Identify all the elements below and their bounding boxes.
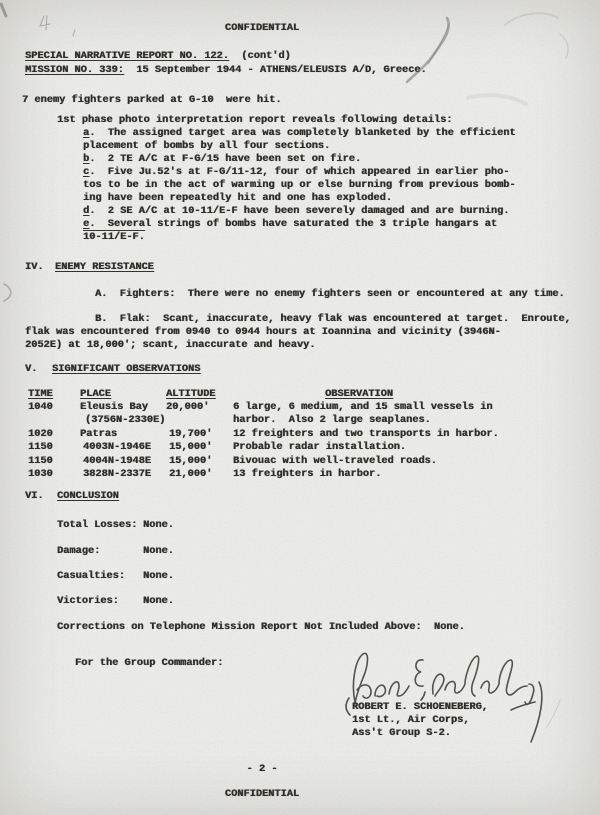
flak-paragraph-line1: B. Flak: Scant, inaccurate, heavy flak was encountered at target. Enroute, — [95, 313, 571, 325]
report-contd: (cont'd) — [228, 50, 291, 62]
corrections-line: Corrections on Telephone Mission Report Not Included Above: None. — [57, 621, 465, 633]
signer-name: ROBERT E. SCHOENEBERG, — [352, 701, 488, 713]
item-letter: d — [83, 205, 90, 217]
cell-altitude: 21,000' — [169, 468, 213, 480]
cell-place: 4003N-1946E — [83, 441, 151, 453]
conclusion-label: Victories: — [57, 595, 119, 607]
conclusion-value: None. — [143, 570, 174, 582]
cell-time: 1040 — [28, 401, 53, 413]
col-header-time: TIME — [28, 388, 53, 400]
item-sep: . — [89, 205, 108, 217]
flak-paragraph-line2: flak was encountered from 0940 to 0944 hours at Ioannina and vicinity (3946N- — [25, 326, 501, 338]
cell-observation: 12 freighters and two transports in harbor. — [233, 428, 499, 440]
cell-place-coords: (3756N-2330E) — [85, 414, 166, 426]
item-sep: . — [89, 127, 108, 139]
classification-bottom: CONFIDENTIAL — [224, 788, 300, 800]
fighters-paragraph: A. Fighters: There were no enemy fighters seen or encountered at any time. — [95, 288, 565, 300]
item-letter: a — [83, 127, 90, 139]
item-letter: e — [83, 218, 90, 230]
signer-rank: 1st Lt., Air Corps, — [352, 714, 470, 726]
mission-number: MISSION NO. 339: — [25, 64, 124, 76]
flak-paragraph-line3: 2052E) at 18,000'; scant, inaccurate and heavy. — [25, 339, 316, 351]
mission-date-target: 15 September 1944 - ATHENS/ELEUSIS A/D, Greece. — [123, 64, 427, 76]
cell-time: 1150 — [28, 455, 53, 467]
cell-observation: 13 freighters in harbor. — [233, 468, 382, 480]
item-sep: . — [89, 166, 108, 178]
conclusion-value: None. — [143, 519, 174, 531]
section-v-number: V. — [25, 363, 38, 375]
photo-item-a — [83, 127, 516, 140]
photo-item-c — [83, 166, 509, 179]
cell-altitude: 20,000' — [166, 401, 210, 413]
photo-item-a-cont: placement of bombs by all four sections. — [83, 140, 331, 152]
item-sep: . — [89, 153, 108, 165]
cell-observation: 6 large, 6 medium, and 15 small vessels in — [233, 401, 493, 413]
cell-observation: Bivouac with well-traveled roads. — [233, 455, 437, 467]
cell-altitude: 15,000' — [169, 441, 213, 453]
cell-place: Eleusis Bay — [80, 401, 148, 413]
section-iv-title: ENEMY RESISTANCE — [55, 261, 154, 273]
cell-observation: Probable radar installation. — [233, 441, 407, 453]
item-letter: b — [83, 153, 90, 165]
classification-top: CONFIDENTIAL — [224, 22, 300, 34]
photo-report-lead: 1st phase photo interpretation report reveals following details: — [57, 114, 453, 126]
photo-item-e — [83, 218, 497, 231]
item-sep: . — [89, 218, 108, 230]
col-header-place: PLACE — [80, 388, 111, 400]
photo-item-e-cont: 10-11/E-F. — [83, 231, 145, 243]
for-group-commander: For the Group Commander: — [75, 657, 224, 669]
photo-item-b — [83, 153, 361, 166]
cell-time: 1150 — [28, 441, 53, 453]
mission-line — [25, 64, 427, 77]
photo-item-d — [83, 205, 509, 218]
cell-place: 3828N-2337E — [83, 468, 151, 480]
col-header-altitude: ALTITUDE — [166, 388, 216, 400]
cell-altitude: 15,000' — [169, 455, 213, 467]
col-header-observation: OBSERVATION — [325, 388, 393, 400]
conclusion-label: Damage: — [57, 545, 101, 557]
item-text: 2 SE A/C at 10-11/E-F have been severely damaged and are burning. — [107, 205, 510, 217]
cell-place: 4004N-1948E — [83, 455, 151, 467]
item-text: 2 TE A/C at F-G/15 have been set on fire. — [107, 153, 362, 165]
section-iv-number: IV. — [25, 261, 44, 273]
item-letter: c — [83, 166, 90, 178]
photo-item-c-cont1: tos to be in the act of warming up or else burning from previous bomb- — [83, 179, 516, 191]
section-vi-number: VI. — [25, 490, 44, 502]
conclusion-value: None. — [143, 545, 174, 557]
signer-title: Ass't Group S-2. — [352, 727, 451, 739]
report-title-line — [25, 50, 291, 63]
conclusion-label: Casualties: — [57, 570, 125, 582]
conclusion-value: None. — [143, 595, 174, 607]
intro-line: 7 enemy fighters parked at G-10 were hit. — [22, 94, 282, 106]
cell-observation-cont: harbor. Also 2 large seaplanes. — [233, 414, 431, 426]
cell-time: 1020 — [28, 428, 53, 440]
item-text: The assigned target area was completely blanketed by the efficient — [107, 127, 516, 139]
cell-place: Patras — [80, 428, 118, 440]
item-text: Five Ju.52's at F-G/11-12, four of which appeared in earlier pho- — [107, 166, 510, 178]
item-text: Several strings of bombs have saturated the 3 triple hangars at — [107, 218, 498, 230]
cell-time: 1030 — [28, 468, 53, 480]
conclusion-label: Total Losses: — [57, 519, 138, 531]
section-v-title: SIGNIFICANT OBSERVATIONS — [52, 363, 201, 375]
photo-item-c-cont2: ing have been repeatedly hit and one has exploded. — [83, 192, 392, 204]
page-number: - 2 - — [246, 763, 278, 775]
report-number: SPECIAL NARRATIVE REPORT NO. 122. — [25, 50, 229, 62]
section-vi-title: CONCLUSION — [57, 490, 119, 502]
cell-altitude: 19,700' — [169, 428, 213, 440]
